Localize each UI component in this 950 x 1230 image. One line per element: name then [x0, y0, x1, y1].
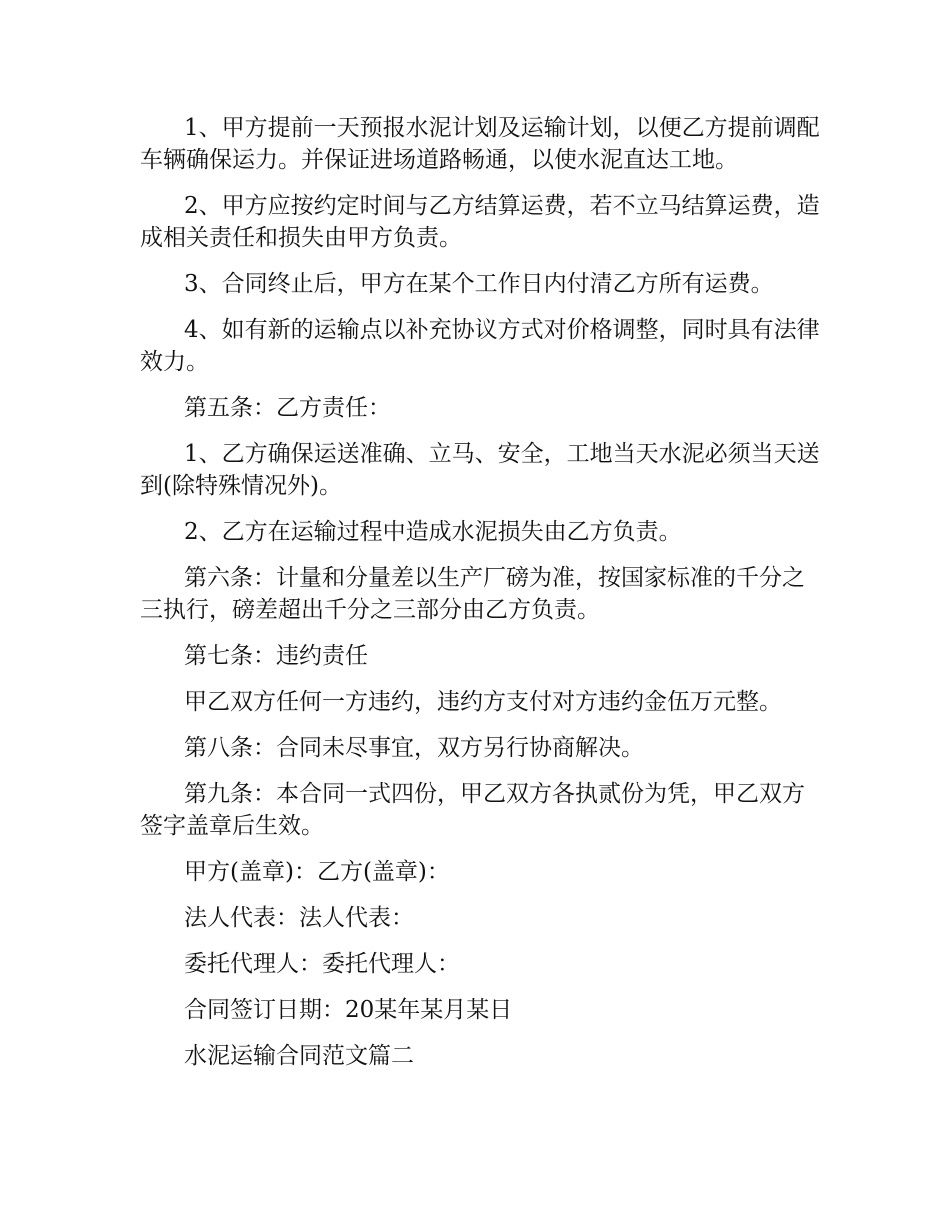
signature-line: 委托代理人：委托代理人： — [184, 951, 460, 977]
next-section-title: 水泥运输合同范文篇二 — [184, 1043, 414, 1069]
document-body — [140, 112, 820, 1086]
signature-line: 法人代表：法人代表： — [184, 905, 414, 931]
signing-date: 合同签订日期：20某年某月某日 — [184, 997, 513, 1023]
clause-paragraph: 1、甲方提前一天预报水泥计划及运输计划，以便乙方提前调配车辆确保运力。并保证进场道路畅通，以使水泥直达工地。 — [140, 115, 820, 173]
section-paragraph: 第八条：合同未尽事宜，双方另行协商解决。 — [184, 735, 644, 761]
clause-paragraph: 4、如有新的运输点以补充协议方式对价格调整，同时具有法律效力。 — [140, 317, 820, 375]
clause-paragraph: 1、乙方确保运送准确、立马、安全，工地当天水泥必须当天送到(除特殊情况外)。 — [140, 441, 820, 499]
section-paragraph: 第六条：计量和分量差以生产厂磅为准，按国家标准的千分之三执行，磅差超出千分之三部分由乙方负责。 — [140, 565, 805, 623]
clause-paragraph: 2、乙方在运输过程中造成水泥损失由乙方负责。 — [184, 519, 682, 545]
clause-paragraph: 2、甲方应按约定时间与乙方结算运费，若不立马结算运费，造成相关责任和损失由甲方负责。 — [140, 193, 820, 251]
section-paragraph: 第九条：本合同一式四份，甲乙双方各执贰份为凭，甲乙双方签字盖章后生效。 — [140, 781, 805, 839]
section-heading: 第五条：乙方责任： — [184, 395, 391, 421]
section-heading: 第七条：违约责任 — [184, 643, 368, 669]
clause-paragraph: 3、合同终止后，甲方在某个工作日内付清乙方所有运费。 — [184, 271, 774, 297]
clause-paragraph: 甲乙双方任何一方违约，违约方支付对方违约金伍万元整。 — [184, 689, 782, 715]
signature-line: 甲方(盖章)：乙方(盖章)： — [184, 859, 450, 885]
